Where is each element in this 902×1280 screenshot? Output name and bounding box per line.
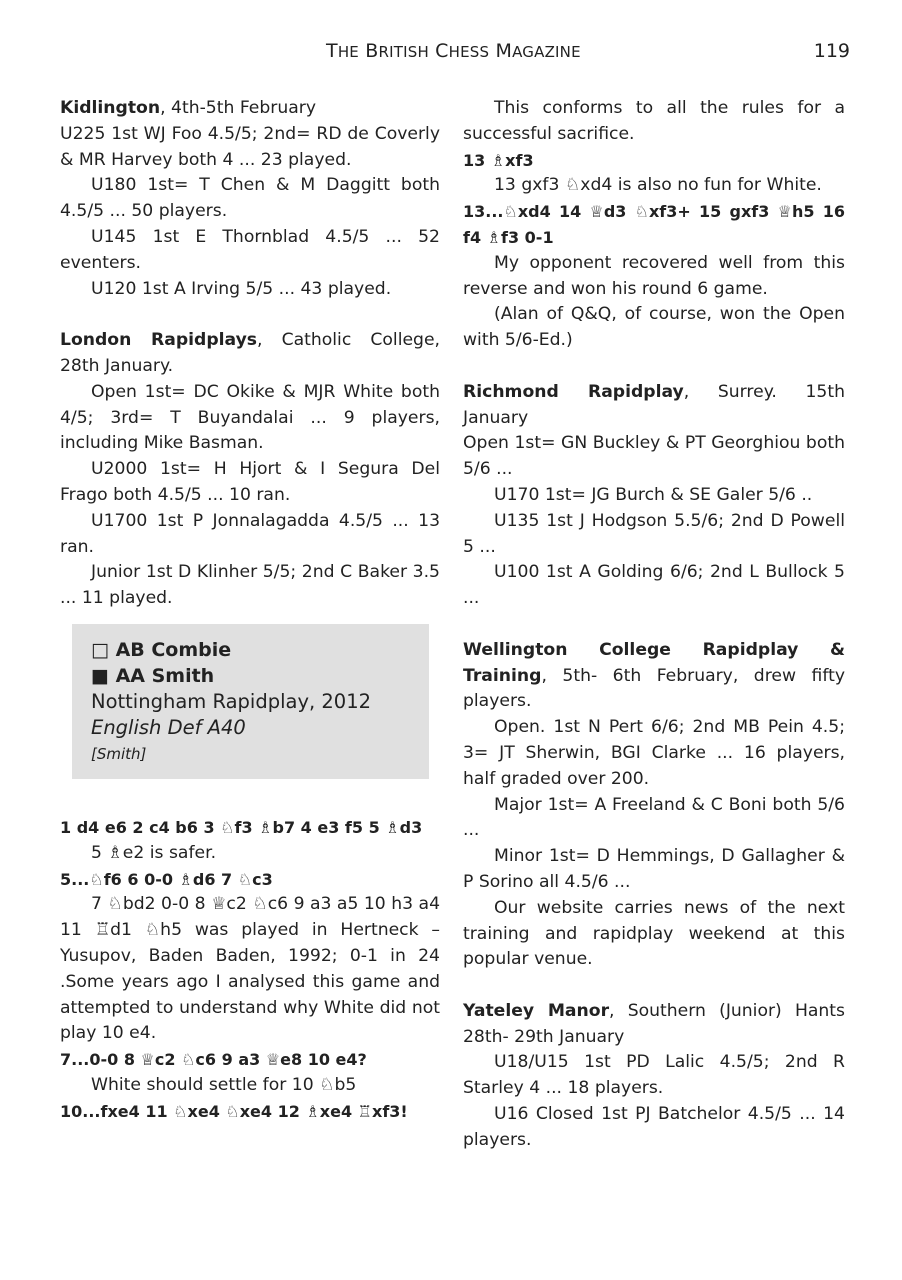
- kidlington-u180: U180 1st= T Chen & M Daggitt both 4.5/5 ... 50 players.: [60, 175, 440, 222]
- london-heading: London Rapidplays, Catholic College, 28th January.: [60, 330, 440, 376]
- richmond-u135: U135 1st J Hodgson 5.5/6; 2nd D Powell 5 ...: [463, 510, 845, 557]
- richmond-u170: U170 1st= JG Burch & SE Galer 5/6 ..: [494, 484, 813, 505]
- game-event: Nottingham Rapidplay, 2012: [91, 689, 372, 713]
- kidlington-heading: Kidlington, 4th-5th February: [60, 98, 316, 118]
- comment-4: This conforms to all the rules for a successful sacrifice.: [463, 98, 845, 144]
- richmond-open: Open 1st= GN Buckley & PT Georghiou both 5/6 ...: [463, 433, 845, 480]
- london-u1700: U1700 1st P Jonnalagadda 4.5/5 ... 13 ran.: [60, 510, 440, 557]
- wellington-heading: Wellington College Rapidplay & Training, 5th- 6th February, drew fifty players.: [463, 639, 845, 712]
- game-opening: English Def A40: [91, 715, 246, 739]
- page-header: [60, 40, 850, 66]
- yateley-u16: U16 Closed 1st PJ Batchelor 4.5/5 ... 14 players.: [463, 1104, 845, 1150]
- game-header-box: [72, 624, 429, 779]
- kidlington-u145: U145 1st E Thornblad 4.5/5 ... 52 eventers.: [60, 226, 440, 273]
- right-column: [463, 96, 845, 1154]
- wellington-minor: Minor 1st= D Hemmings, D Gallagher & P Sorino all 4.5/6 ...: [463, 846, 845, 892]
- moves-5: 13 ♗xf3: [463, 150, 534, 170]
- moves-4: 10...fxe4 11 ♘xe4 ♘xe4 12 ♗xe4 ♖xf3!: [60, 1101, 408, 1121]
- richmond-u100: U100 1st A Golding 6/6; 2nd L Bullock 5 ...: [463, 562, 845, 609]
- page-number: 119: [813, 40, 850, 62]
- moves-6: 13...♘xd4 14 ♕d3 ♘xf3+ 15 gxf3 ♕h5 16 f4 ♗f3 0-1: [463, 202, 845, 247]
- game-annotator: [Smith]: [91, 744, 147, 763]
- moves-1: 1 d4 e6 2 c4 b6 3 ♘f3 ♗b7 4 e3 f5 5 ♗d3: [60, 817, 423, 837]
- white-player: □ AB Combie: [91, 638, 232, 661]
- richmond-heading: Richmond Rapidplay, Surrey. 15th January: [463, 381, 846, 428]
- wellington-open: Open. 1st N Pert 6/6; 2nd MB Pein 4.5; 3= JT Sherwin, BGI Clarke ... 16 players, half graded over 200.: [463, 717, 845, 789]
- london-open: Open 1st= DC Okike & MJR White both 4/5; 3rd= T Buyandalai ... 9 players, including Mike Basman.: [60, 381, 440, 454]
- yateley-u18: U18/U15 1st PD Lalic 4.5/5; 2nd R Starley 4 ... 18 players.: [463, 1052, 845, 1099]
- yateley-heading: Yateley Manor, Southern (Junior) Hants 28th- 29th January: [463, 1000, 845, 1047]
- moves-2: 5...♘f6 6 0-0 ♗d6 7 ♘c3: [60, 869, 273, 889]
- wellington-website: Our website carries news of the next training and rapidplay weekend at this popular venue.: [463, 897, 845, 970]
- moves-3: 7...0-0 8 ♕c2 ♘c6 9 a3 ♕e8 10 e4?: [60, 1050, 367, 1070]
- london-junior: Junior 1st D Klinher 5/5; 2nd C Baker 3.5 ... 11 played.: [60, 562, 440, 609]
- comment-1: 5 ♗e2 is safer.: [91, 842, 217, 863]
- comment-3: White should settle for 10 ♘b5: [91, 1074, 357, 1095]
- comment-7: (Alan of Q&Q, of course, won the Open with 5/6-Ed.): [463, 304, 845, 351]
- black-player: ■ AA Smith: [91, 664, 215, 687]
- kidlington-u225: U225 1st WJ Foo 4.5/5; 2nd= RD de Coverly & MR Harvey both 4 ... 23 played.: [60, 123, 440, 170]
- left-column: [60, 96, 440, 1125]
- running-head: THE BRITISH CHESS MAGAZINE: [326, 40, 581, 62]
- comment-2: 7 ♘bd2 0-0 8 ♕c2 ♘c6 9 a3 a5 10 h3 a4 11 ♖d1 ♘h5 was played in Hertneck – Yusupov, Baden Baden, 1992; 0-1 in 24 .Some years ago I analysed this game and attempted to understand why White did not play 10 e4.: [60, 894, 440, 1044]
- london-u2000: U2000 1st= H Hjort & I Segura Del Frago both 4.5/5 ... 10 ran.: [60, 459, 440, 505]
- comment-5: 13 gxf3 ♘xd4 is also no fun for White.: [494, 175, 822, 196]
- kidlington-u120: U120 1st A Irving 5/5 ... 43 played.: [91, 278, 392, 299]
- wellington-major: Major 1st= A Freeland & C Boni both 5/6 ...: [463, 794, 845, 841]
- comment-6: My opponent recovered well from this reverse and won his round 6 game.: [463, 252, 845, 299]
